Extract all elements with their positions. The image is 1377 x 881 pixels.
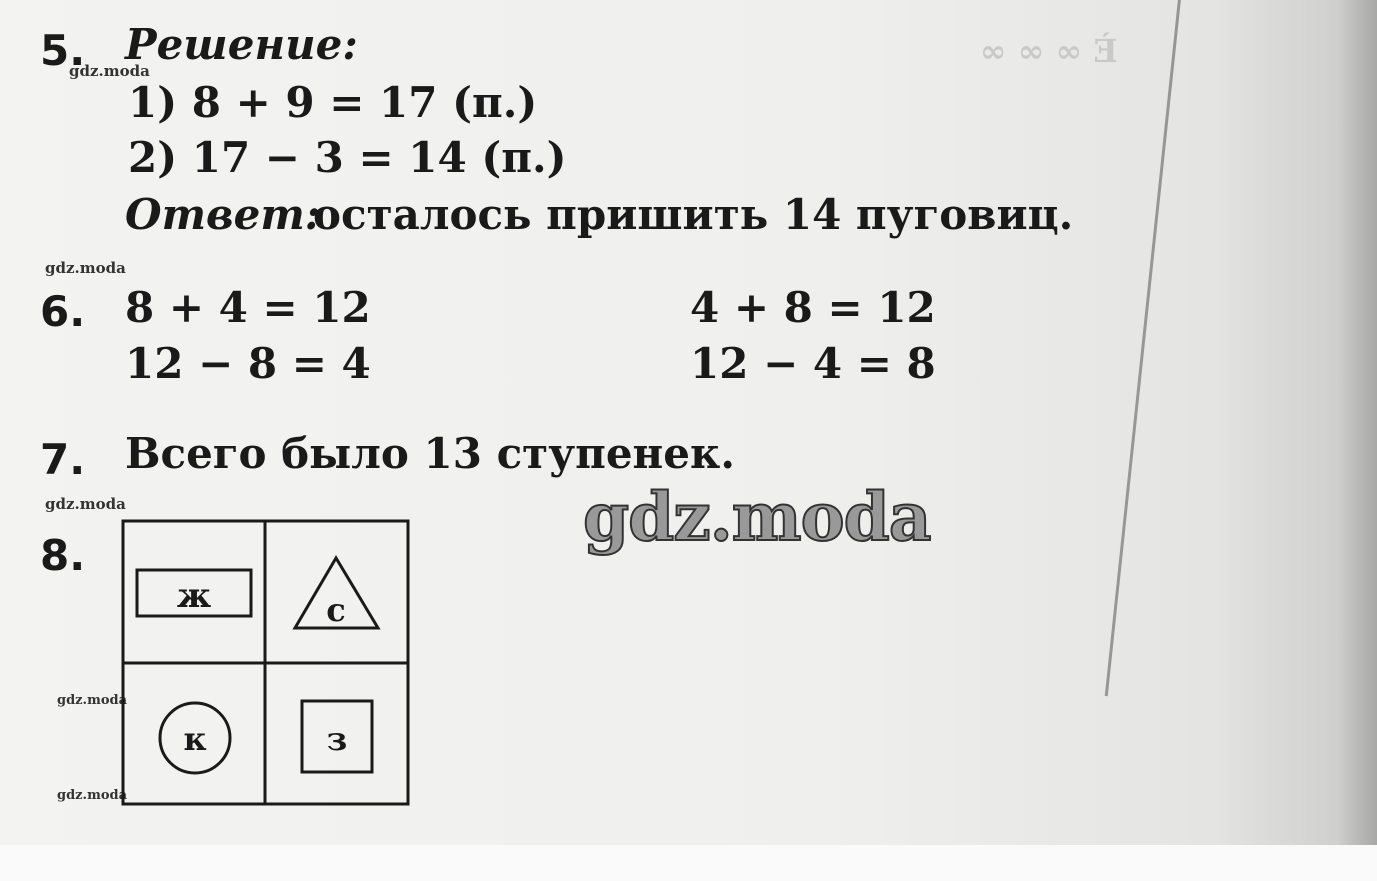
task5-step1: 1) 8 + 9 = 17 (п.) <box>128 78 538 127</box>
cell-bottom-right-letter: з <box>326 720 348 758</box>
task5-answer-label: Ответ: <box>125 190 321 239</box>
task6-eq1: 8 + 4 = 12 <box>125 283 371 332</box>
cell-top-left-letter: ж <box>176 576 212 616</box>
task8-number: 8. <box>40 531 86 580</box>
task6-eq3: 12 − 8 = 4 <box>125 339 371 388</box>
task7-text: Всего было 13 ступенек. <box>125 429 735 478</box>
bleed-through-text: Ѐ ∞ ∞ ∞ <box>980 32 1118 70</box>
task6-eq2: 4 + 8 = 12 <box>690 283 936 332</box>
page-edge-shadow <box>1337 0 1377 845</box>
bottom-margin <box>0 845 1377 881</box>
shapes-grid <box>120 518 412 808</box>
task7-number: 7. <box>40 435 86 484</box>
watermark-small: gdz.moda <box>45 259 126 277</box>
cell-top-right-letter: с <box>326 591 346 629</box>
page-fold <box>1105 0 1183 696</box>
watermark-small: gdz.moda <box>57 693 128 708</box>
task6-number: 6. <box>40 287 86 336</box>
task5-heading: Решение: <box>125 20 358 69</box>
task5-step2: 2) 17 − 3 = 14 (п.) <box>128 133 567 182</box>
task6-eq4: 12 − 4 = 8 <box>690 339 936 388</box>
watermark-small: gdz.moda <box>69 62 150 80</box>
cell-bottom-left-letter: к <box>183 720 207 758</box>
watermark-small: gdz.moda <box>57 788 128 803</box>
watermark-big: gdz.moda <box>583 478 931 556</box>
task5-answer-text: осталось пришить 14 пуговиц. <box>313 190 1074 239</box>
watermark-small: gdz.moda <box>45 495 126 513</box>
task5-number: 5. <box>40 26 86 75</box>
